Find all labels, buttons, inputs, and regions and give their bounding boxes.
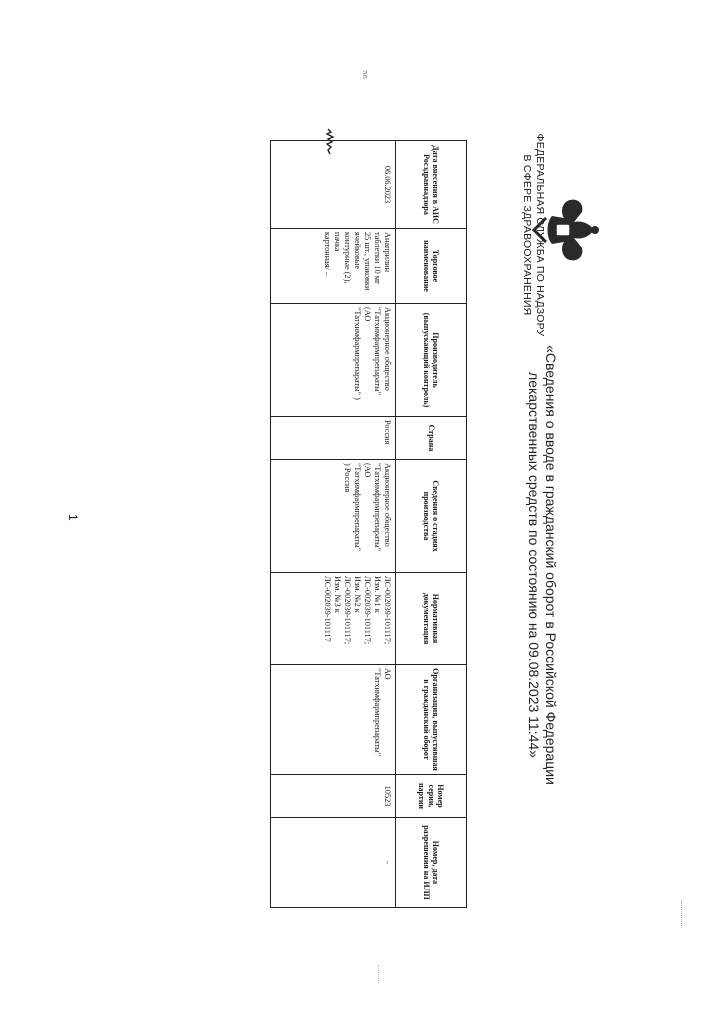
cell-manufacturer: [271, 304, 396, 417]
document-title-line-1: «Сведения о вводе в гражданский оборот в Российской Федерации: [543, 345, 559, 785]
cell-line: пачка: [333, 232, 342, 252]
cell-line: ЛС-002039-101117: [323, 576, 332, 642]
scan-dots: [375, 965, 379, 983]
column-header-released-by: Организация, выпустившая в гражданский оборот: [396, 665, 467, 775]
column-header-docs: Нормативная документация: [396, 573, 467, 665]
document-title-line-2: лекарственных средств по состоянию на 09.08.2023 11:44»: [526, 372, 542, 758]
cell-line: Изм. №3 к: [333, 576, 342, 613]
cell-released-by: [271, 665, 396, 775]
cell-batch: 10523: [271, 775, 396, 818]
cell-country: Россия: [271, 417, 396, 460]
cell-date: 06.06.2023: [271, 141, 396, 229]
table-header-row: [396, 141, 467, 908]
cell-stages: [271, 460, 396, 573]
agency-line-1: ФЕДЕРАЛЬНАЯ СЛУЖБА ПО НАДЗОРУ: [534, 133, 546, 337]
cell-line: 25 шт., упаковки: [363, 232, 372, 291]
cell-line: Анаприлин: [383, 232, 392, 273]
column-header-country: Страна: [396, 417, 467, 460]
cell-line: ЛС-002039-101117;: [363, 576, 372, 645]
cell-line: Акционерное общество: [383, 463, 392, 547]
cell-line: "Татхимфармпрепараты" ): [353, 307, 362, 400]
cell-line: "Татхимфармпрепараты": [373, 307, 382, 396]
cell-permit: -: [271, 818, 396, 908]
agency-name: [520, 120, 546, 350]
column-header-trade-name: Торговое наименование: [396, 229, 467, 304]
cell-trade-name: [271, 229, 396, 304]
cell-docs: [271, 573, 396, 665]
cell-line: "Татхимфармпрепараты": [353, 463, 362, 552]
cell-line: (АО: [363, 463, 372, 478]
page-number: 1: [66, 514, 80, 521]
scan-dots: [678, 900, 682, 928]
cell-line: ) Россия: [343, 463, 352, 493]
cell-line: (АО: [363, 307, 372, 322]
cell-line: ЛС-002039-101117;: [343, 576, 352, 645]
cell-line: Акционерное общество: [383, 307, 392, 391]
cell-line: таблетки 10 мг: [373, 232, 382, 285]
column-header-date: Дата внесения в АИС Росздравнадзора: [396, 141, 467, 229]
cell-line: "Татхимфармпрепараты": [373, 668, 382, 757]
agency-line-2: В СФЕРЕ ЗДРАВООХРАНЕНИЯ: [521, 154, 533, 316]
table-row: [271, 141, 396, 908]
drug-registry-table: [270, 140, 467, 908]
document-title: [525, 345, 559, 785]
cell-line: АО: [383, 668, 392, 680]
cell-line: контурные (2),: [343, 232, 352, 284]
cell-line: ЛС-002039-101117;: [383, 576, 392, 645]
cell-line: Изм. №2 к: [353, 576, 362, 613]
cell-line: ячейковые: [353, 232, 362, 270]
column-header-batch: Номер серии, партии: [396, 775, 467, 818]
column-header-stages: Сведения о стадиях производства: [396, 460, 467, 573]
cell-line: картонная/ –: [323, 232, 332, 277]
page-mark: 705: [361, 70, 367, 79]
column-header-manufacturer: Производитель (выпускающий контроль): [396, 304, 467, 417]
column-header-permit: Номер, дата разрешения на ИЛП: [396, 818, 467, 908]
cell-line: "Татхимфармпрепараты": [373, 463, 382, 552]
cell-line: Изм. №1 к: [373, 576, 382, 613]
